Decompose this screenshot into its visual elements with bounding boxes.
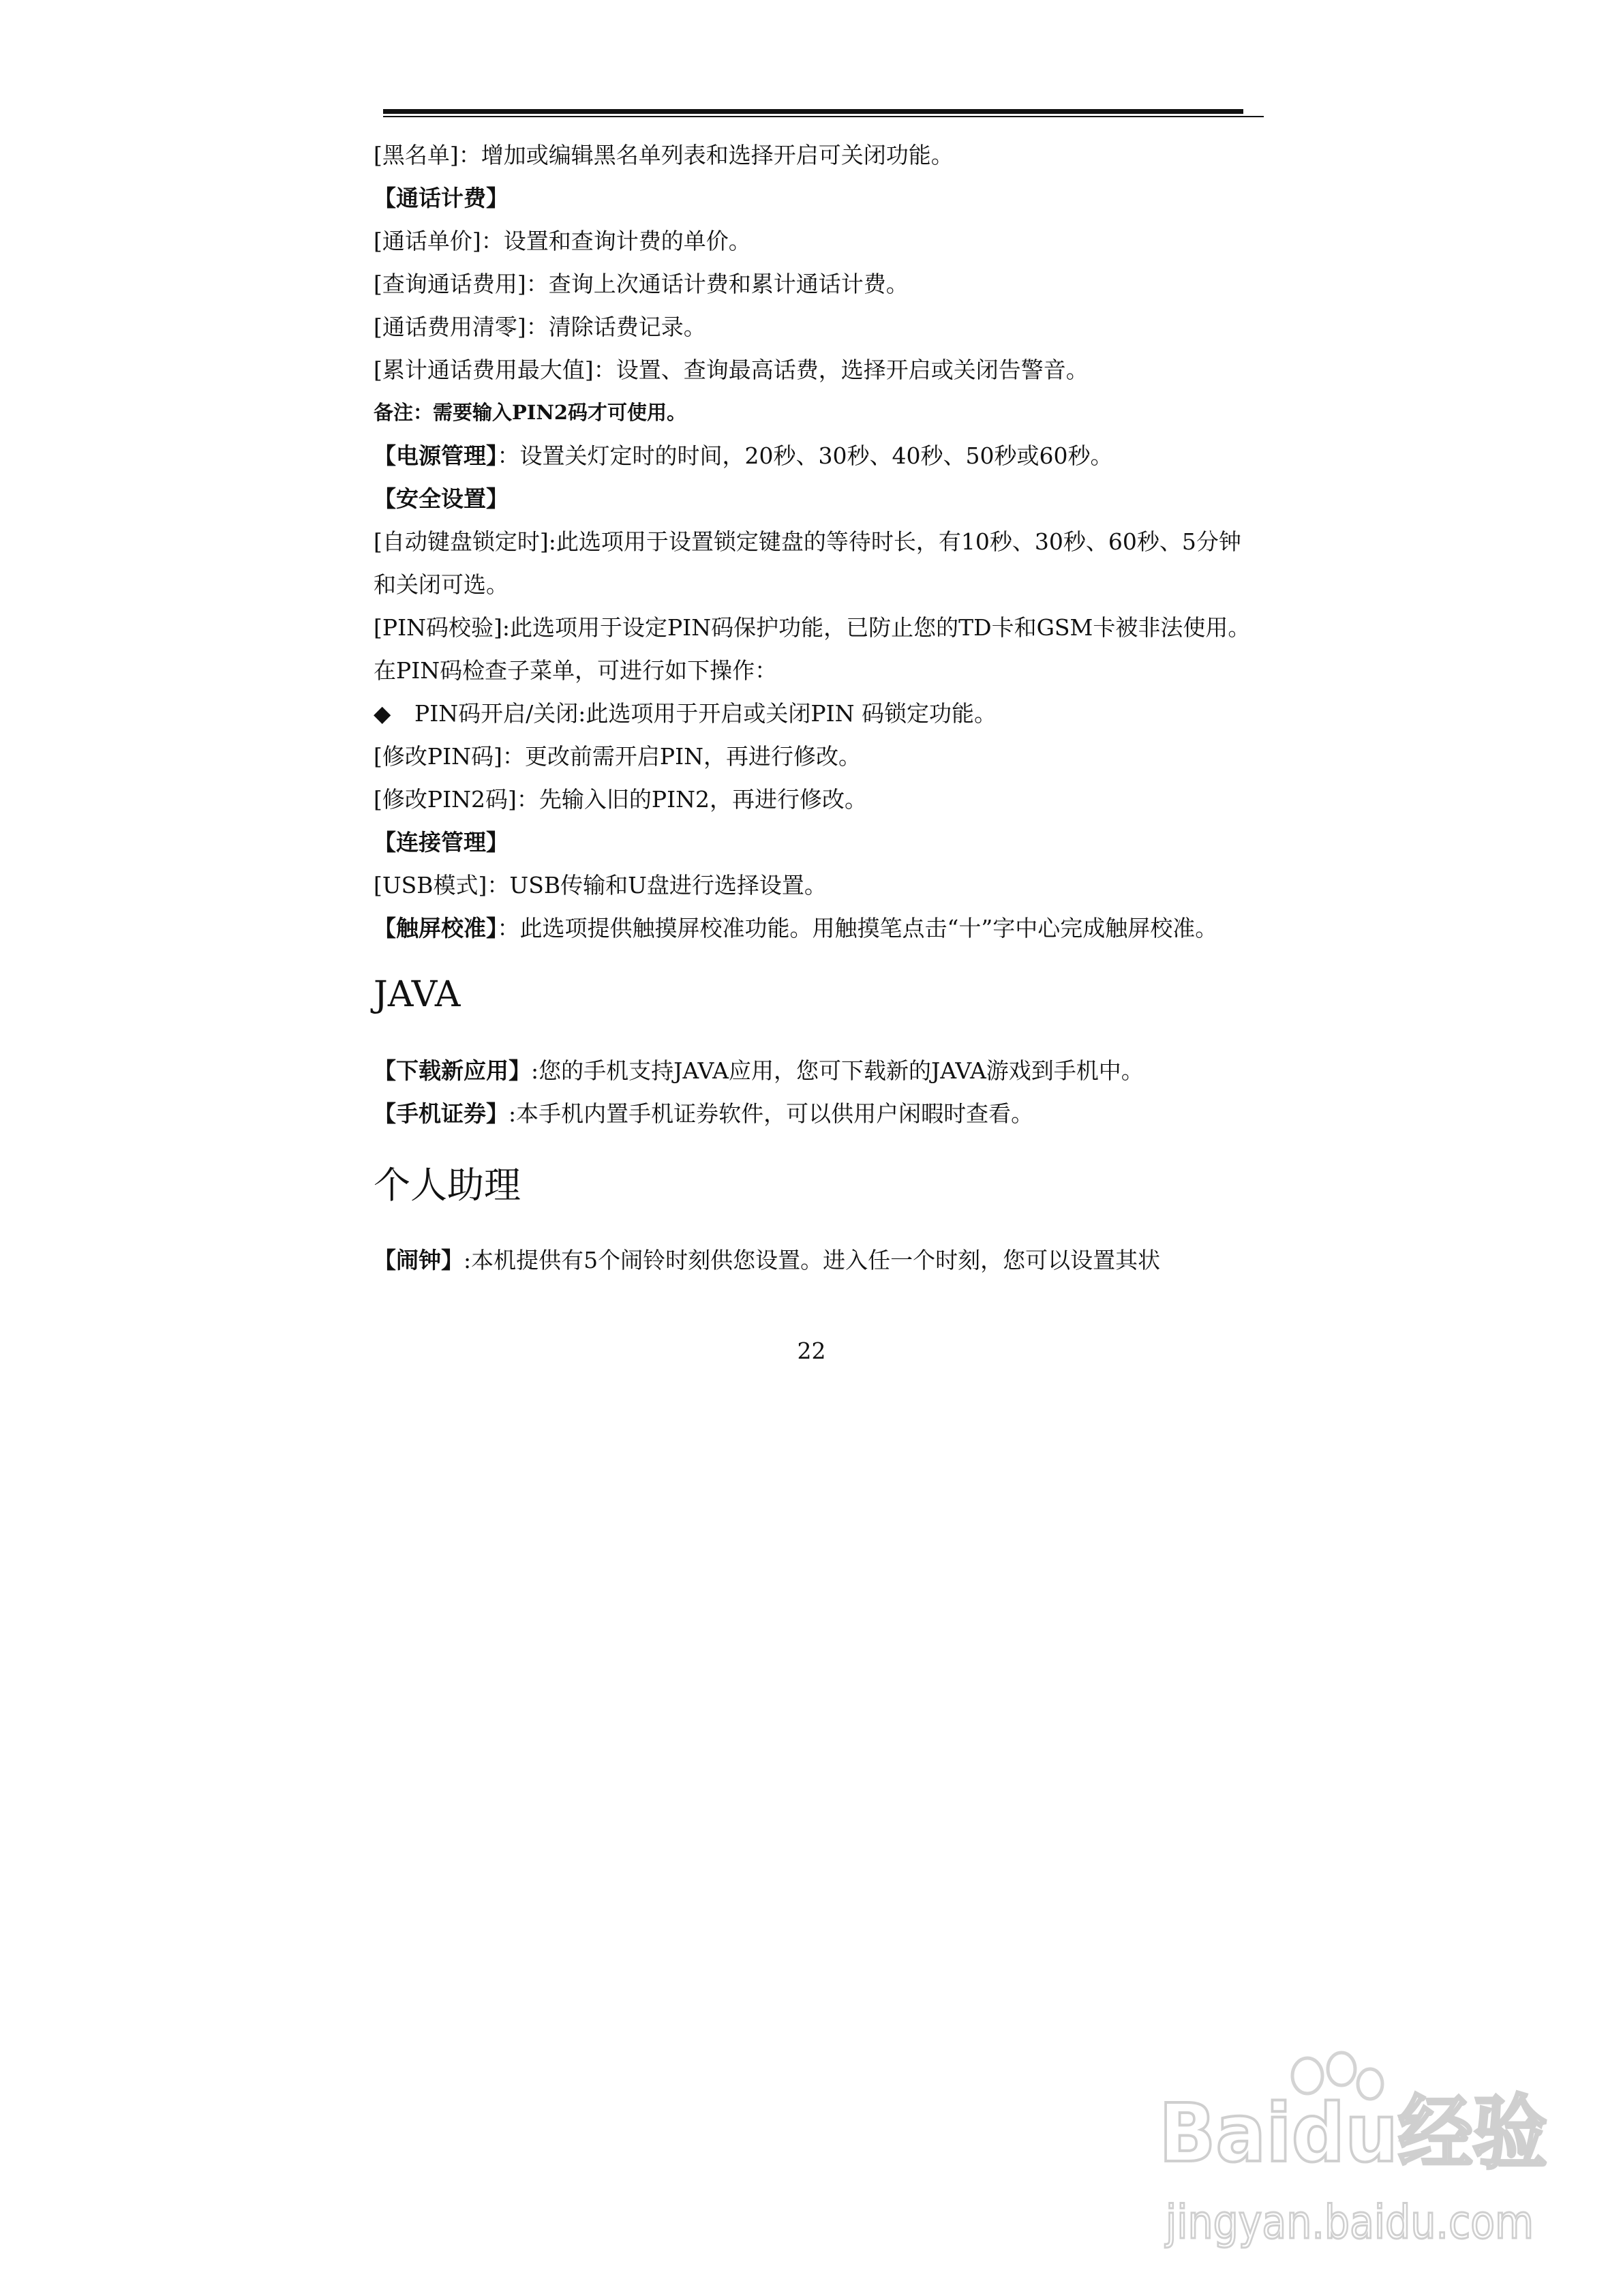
pin-toggle-text: PIN码开启/关闭:此选项用于开启或关闭PIN 码锁定功能。 xyxy=(414,700,997,727)
java-section-title: JAVA xyxy=(374,974,461,1015)
change-pin-line: [修改PIN码]：更改前需开启PIN，再进行修改。 xyxy=(374,743,861,770)
personal-assistant-section-title: 个人助理 xyxy=(374,1164,521,1207)
alarm-clock-heading: 【闹钟】 xyxy=(374,1247,464,1273)
alarm-clock-line xyxy=(374,1239,1260,1282)
call-unit-price-line: [通话单价]：设置和查询计费的单价。 xyxy=(374,228,751,254)
watermark-brand: Baidu经验 xyxy=(1159,2086,1547,2180)
mobile-securities-text: :本手机内置手机证券软件，可以供用户闲暇时查看。 xyxy=(509,1100,1034,1127)
page-content xyxy=(374,134,1260,1282)
max-call-cost-line: [累计通话费用最大值]：设置、查询最高话费，选择开启或关闭告警音。 xyxy=(374,357,1089,383)
touch-calibration-heading: 【触屏校准】 xyxy=(374,915,498,941)
power-management-heading: 【电源管理】 xyxy=(374,442,498,469)
mobile-securities-line xyxy=(374,1092,1260,1135)
auto-keypad-lock-paragraph: [自动键盘锁定时]:此选项用于设置锁定键盘的等待时长，有10秒、30秒、60秒、5分钟和关闭可选。 xyxy=(374,528,1241,598)
touch-calibration-paragraph xyxy=(374,907,1260,950)
blacklist-line: [黑名单]：增加或编辑黑名单列表和选择开启可关闭功能。 xyxy=(374,142,954,168)
clear-call-cost-line: [通话费用清零]：清除话费记录。 xyxy=(374,314,706,340)
change-pin2-line: [修改PIN2码]：先输入旧的PIN2，再进行修改。 xyxy=(374,786,867,813)
header-rule xyxy=(383,109,1243,114)
page-number: 22 xyxy=(797,1338,826,1364)
alarm-clock-text: :本机提供有5个闹铃时刻供您设置。进入任一个时刻，您可以设置其状 xyxy=(464,1247,1161,1273)
pin2-note: 备注：需要输入PIN2码才可使用。 xyxy=(374,401,687,424)
power-management-text: ：设置关灯定时的时间，20秒、30秒、40秒、50秒或60秒。 xyxy=(497,442,1113,469)
header-rule-thin xyxy=(383,116,1264,117)
pin-check-paragraph: [PIN码校验]:此选项用于设定PIN码保护功能，已防止您的TD卡和GSM卡被非法使用。在PIN码检查子菜单，可进行如下操作： xyxy=(374,614,1251,684)
touch-calibration-text: ：此选项提供触摸屏校准功能。用触摸笔点击“十”字中心完成触屏校准。 xyxy=(497,915,1218,941)
call-billing-heading: 【通话计费】 xyxy=(374,185,509,211)
download-app-line xyxy=(374,1049,1260,1092)
baidu-jingyan-watermark xyxy=(1152,2049,1561,2253)
download-app-heading: 【下载新应用】 xyxy=(374,1057,531,1084)
diamond-bullet-icon: ◆ xyxy=(374,700,391,727)
connection-management-heading: 【连接管理】 xyxy=(374,829,509,856)
watermark-url: jingyan.baidu.com xyxy=(1164,2196,1534,2250)
usb-mode-line: [USB模式]：USB传输和U盘进行选择设置。 xyxy=(374,872,827,898)
power-management-line xyxy=(374,434,1260,477)
pin-toggle-bullet xyxy=(374,692,1260,735)
mobile-securities-heading: 【手机证券】 xyxy=(374,1100,509,1127)
download-app-text: :您的手机支持JAVA应用，您可下载新的JAVA游戏到手机中。 xyxy=(531,1057,1144,1084)
query-call-cost-line: [查询通话费用]：查询上次通话计费和累计通话计费。 xyxy=(374,271,909,297)
security-settings-heading: 【安全设置】 xyxy=(374,485,509,512)
